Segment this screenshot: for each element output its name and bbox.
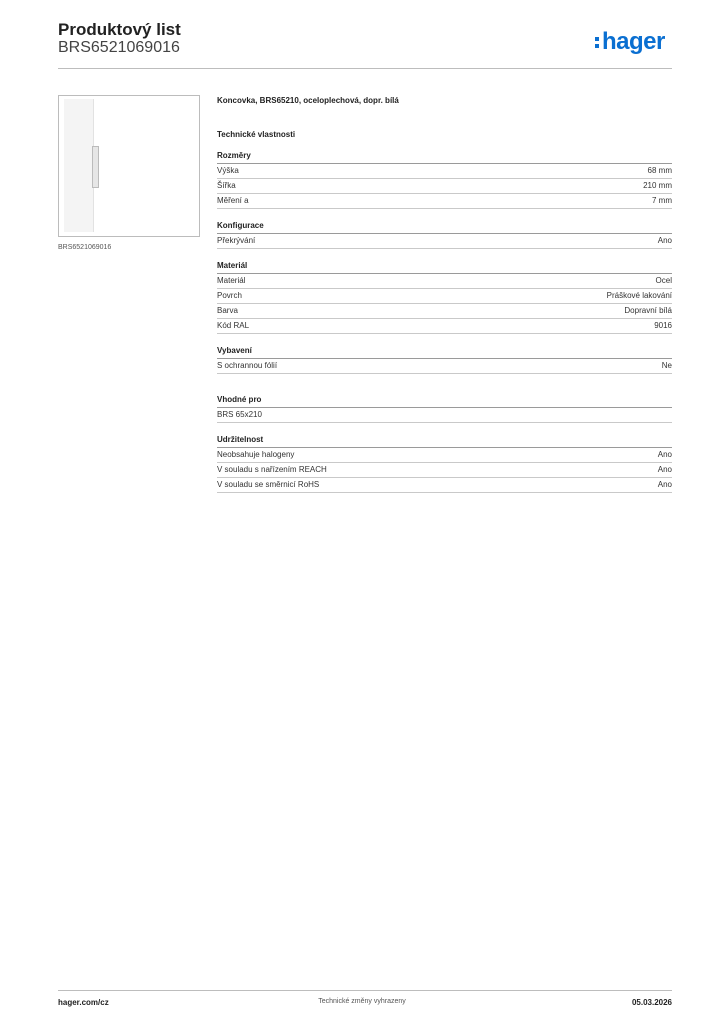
spec-value: Dopravní bílá <box>624 306 672 315</box>
product-code: BRS6521069016 <box>58 39 180 56</box>
section-title: Udržitelnost <box>217 435 672 448</box>
spec-label: BRS 65x210 <box>217 410 262 419</box>
spec-row <box>217 289 672 304</box>
spec-value: Ano <box>657 450 672 459</box>
spec-row <box>217 304 672 319</box>
spec-value: Ano <box>657 465 672 474</box>
section-material <box>217 261 672 334</box>
product-image <box>58 95 200 237</box>
spec-row <box>217 194 672 209</box>
spec-row <box>217 319 672 334</box>
section-title: Vhodné pro <box>217 395 672 408</box>
footer-website-link[interactable]: hager.com/cz <box>58 998 109 1007</box>
logo-dots-icon <box>595 37 599 48</box>
footer-divider <box>58 990 672 991</box>
spec-row <box>217 359 672 374</box>
hager-logo[interactable] <box>595 28 665 56</box>
section-suitable-for <box>217 395 672 423</box>
section-title: Materiál <box>217 261 672 274</box>
spec-label: V souladu s nařízením REACH <box>217 465 327 474</box>
spec-value: 210 mm <box>643 181 672 190</box>
spec-label: Šířka <box>217 181 236 190</box>
spec-row <box>217 179 672 194</box>
spec-row <box>217 448 672 463</box>
spec-row <box>217 408 672 423</box>
spec-value: Práškové lakování <box>606 291 672 300</box>
spec-content <box>217 96 672 493</box>
spec-label: Barva <box>217 306 238 315</box>
spec-label: Měření a <box>217 196 249 205</box>
section-sustainability <box>217 435 672 493</box>
spec-label: Povrch <box>217 291 242 300</box>
spec-label: Kód RAL <box>217 321 250 330</box>
tech-heading: Technické vlastnosti <box>217 130 296 139</box>
footer-note: Technické změny vyhrazeny <box>318 998 406 1005</box>
end-cap-panel-illustration <box>64 99 94 232</box>
spec-row <box>217 478 672 493</box>
spec-label: Neobsahuje halogeny <box>217 450 295 459</box>
spec-value: Ocel <box>655 276 672 285</box>
spec-value: Ne <box>661 361 672 370</box>
spec-value: 7 mm <box>652 196 672 205</box>
spec-label: Překrývání <box>217 236 256 245</box>
page-title: Produktový list <box>58 20 181 39</box>
spec-value: 9016 <box>654 321 672 330</box>
section-dimensions <box>217 151 672 209</box>
spec-label: V souladu se směrnicí RoHS <box>217 480 320 489</box>
spec-row <box>217 274 672 289</box>
spec-row <box>217 164 672 179</box>
section-equipment <box>217 346 672 374</box>
spec-label: Materiál <box>217 276 246 285</box>
spec-value: 68 mm <box>647 166 672 175</box>
section-title: Vybavení <box>217 346 672 359</box>
header-divider <box>58 68 672 69</box>
product-image-caption: BRS6521069016 <box>58 244 112 251</box>
spec-row <box>217 234 672 249</box>
spec-value: Ano <box>657 236 672 245</box>
product-name: Koncovka, BRS65210, oceloplechová, dopr. bílá <box>217 96 399 105</box>
section-configuration <box>217 221 672 249</box>
spec-value: Ano <box>657 480 672 489</box>
spec-label: S ochrannou fólií <box>217 361 278 370</box>
logo-text: hager <box>602 28 665 55</box>
section-title: Rozměry <box>217 151 672 164</box>
footer-date: 05.03.2026 <box>631 998 672 1007</box>
spec-label: Výška <box>217 166 239 175</box>
end-cap-clip-illustration <box>92 146 99 188</box>
spec-row <box>217 463 672 478</box>
section-title: Konfigurace <box>217 221 672 234</box>
